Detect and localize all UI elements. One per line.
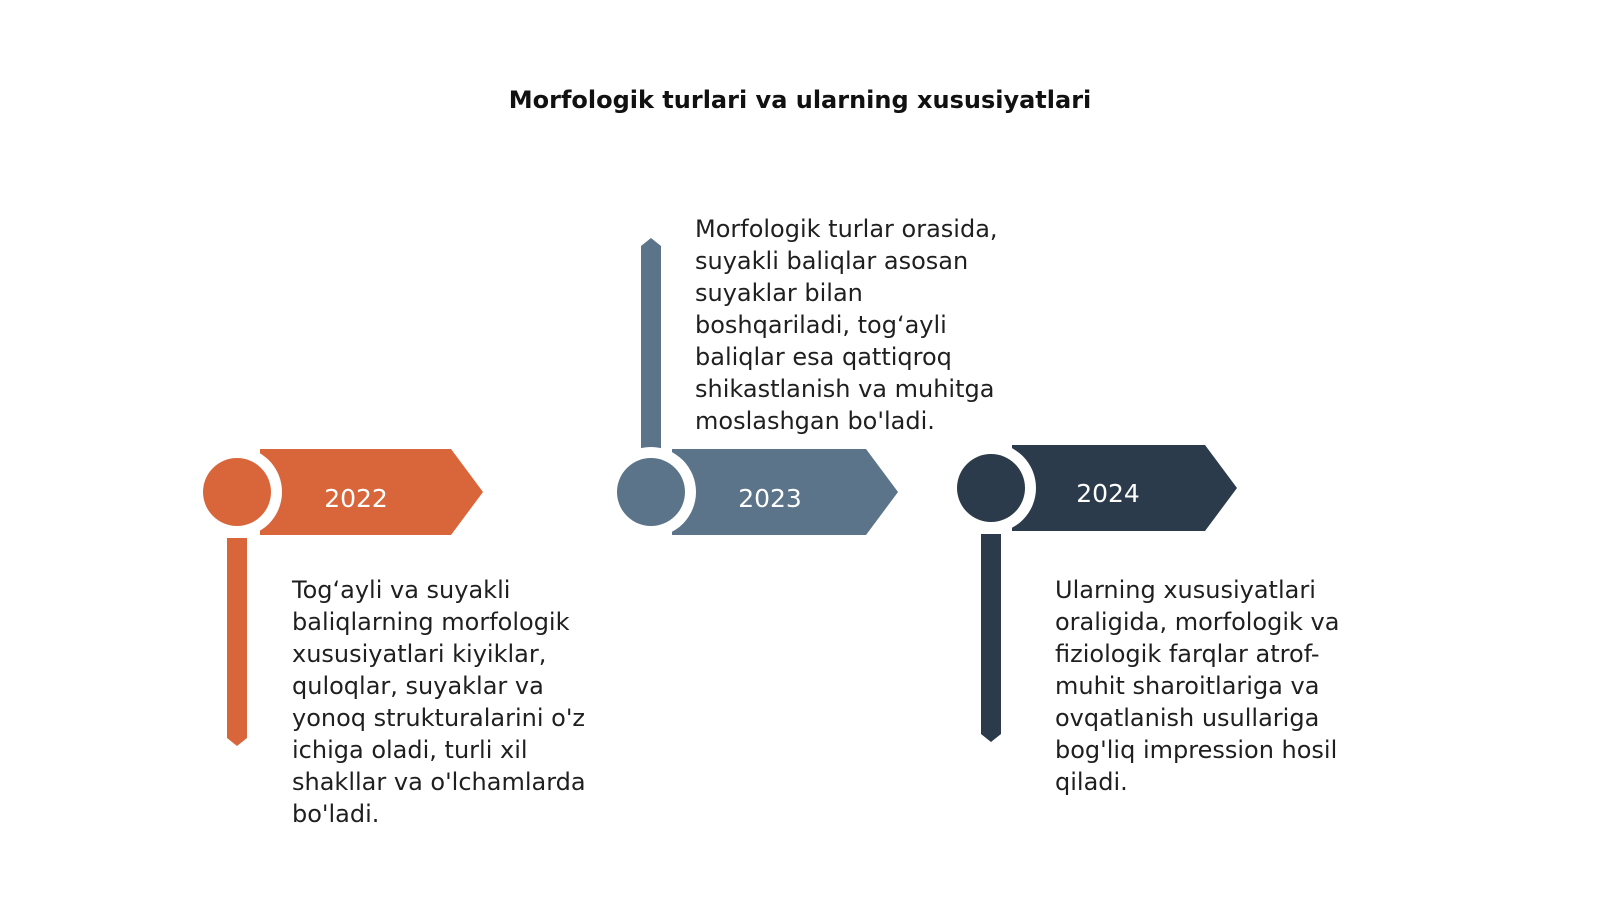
milestone-2024-connector <box>981 534 1001 742</box>
milestone-2023-dot <box>617 458 685 526</box>
milestone-2022-description: Tog‘ayli va suyakli baliqlarning morfologik xususiyatlari kiyiklar, quloqlar, suyaklar va yonoq strukturalarini o'z ichiga oladi, turli xil shakllar va o'lchamlarda bo'ladi. <box>292 576 586 828</box>
slide-title: Morfologik turlari va ularning xususiyatlari <box>508 86 1092 114</box>
milestone-2022-connector <box>227 538 247 746</box>
milestone-2023-connector <box>641 238 661 450</box>
milestone-2022-dot <box>203 458 271 526</box>
milestone-2023-description: Morfologik turlar orasida, suyakli baliqlar asosan suyaklar bilan boshqariladi, tog‘ayli baliqlar esa qattiqroq shikastlanish va muhitga moslashgan bo'ladi. <box>695 215 998 435</box>
milestone-2023-year: 2023 <box>738 484 802 513</box>
milestone-2024-dot <box>957 454 1025 522</box>
milestone-2024-year: 2024 <box>1076 479 1140 508</box>
milestone-2022-year: 2022 <box>324 484 388 513</box>
milestone-2024-description: Ularning xususiyatlari oraligida, morfologik va fiziologik farqlar atrof- muhit sharoitlariga va ovqatlanish usullariga bog'liq impression hosil qiladi. <box>1055 576 1340 796</box>
